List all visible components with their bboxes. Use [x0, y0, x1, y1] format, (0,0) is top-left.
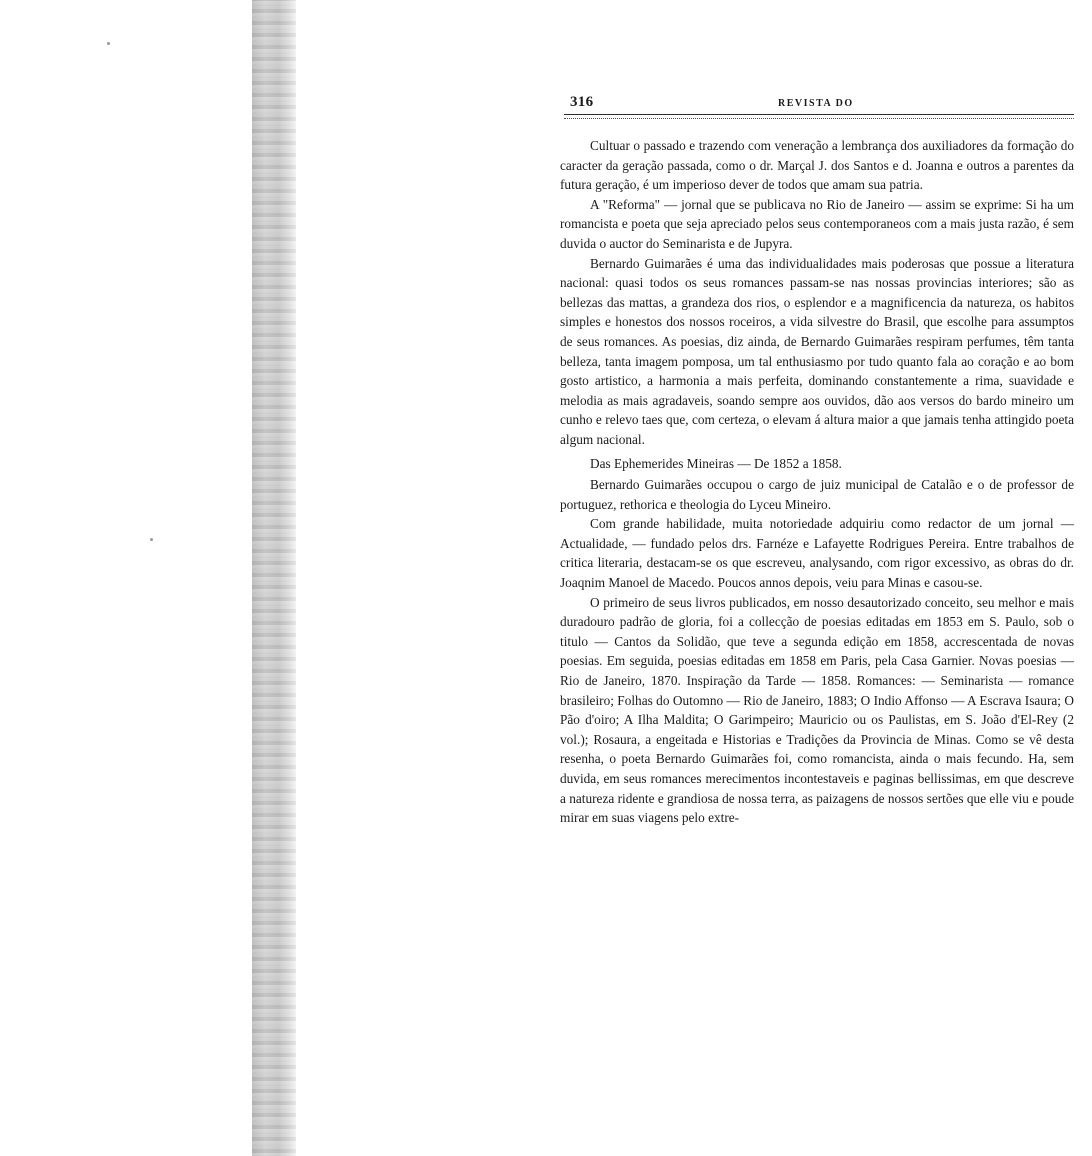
article-body — [560, 136, 1074, 828]
scanned-page-gutter — [252, 0, 296, 1156]
paragraph: A "Reforma" — jornal que se publicava no Rio de Janeiro — assim se exprime: Si ha um romancista e poeta que seja apreciado pelos seus contemporaneos com a mais justa razão, é sem duvida o auctor do Seminarista e de Jupyra. — [560, 196, 1074, 251]
paragraph: O primeiro de seus livros publicados, em nosso desautorizado conceito, seu melhor e mais duradouro padrão de gloria, foi a collecção de poesias editadas em 1853 em S. Paulo, sob o titulo — Cantos da Solidão, que teve a segunda edição em 1858, accrescentada de novas poesias. Em seguida, poesias editadas em 1858 em Paris, pela Casa Garnier. Novas poesias — Rio de Janeiro, 1870. Inspiração da Tarde — 1858. Romances: — Seminarista — romance brasileiro; Folhas do Outomno — Rio de Janeiro, 1883; O Indio Affonso — A Escrava Isaura; O Pão d'oiro; A Ilha Maldita; O Garimpeiro; Mauricio ou os Paulistas, em S. João d'El-Rey (2 vol.); Rosaura, a engeitada e Historias e Tradições da Provincia de Minas. Como se vê desta resenha, o poeta Bernardo Guimarães foi, como romancista, ainda o mais fecundo. Ha, sem duvida, em seus romances merecimentos incontestaveis e paginas bellissimas, em que descreve a natureza ridente e grandiosa de nossa terra, as paizagens de nossos sertões que elle viu e poude mirar em suas viagens pelo extre- — [560, 594, 1074, 826]
paragraph: Bernardo Guimarães occupou o cargo de juiz municipal de Catalão e o de professor de portuguez, rethorica e theologia do Lyceu Mineiro. — [560, 477, 1074, 512]
paragraph: Cultuar o passado e trazendo com veneração a lembrança dos auxiliadores da formação do caracter da geração passada, como o dr. Marçal J. dos Santos e d. Joanna e outros a parentes da futura geração, é um imperioso dever de todos que amam sua patria. — [560, 138, 1074, 193]
header-rule — [564, 114, 1074, 119]
page-header — [558, 90, 1074, 118]
book-page — [558, 90, 1074, 826]
source-citation: Das Ephemerides Mineiras — De 1852 a 1858. — [590, 455, 842, 471]
scan-speck — [107, 42, 110, 45]
scan-speck — [150, 538, 153, 541]
paragraph: Com grande habilidade, muita notoriedade adquiriu como redactor de um jornal — Actualidade, — fundado pelos drs. Farnéze e Lafayette Rodrigues Pereira. Entre trabalhos de critica literaria, destacam-se os que escreveu, analysando, com rigor excessivo, as obras do dr. Joaqnim Manoel de Macedo. Poucos annos depois, veiu para Minas e casou-se. — [560, 516, 1074, 591]
page-number: 316 — [570, 94, 594, 110]
paragraph: Bernardo Guimarães é uma das individualidades mais poderosas que possue a literatura nacional: quasi todos os seus romances passam-se nas nossas provincias interiores; são as bellezas das mattas, a grandeza dos rios, o esplendor e a magnificencia da natureza, os habitos simples e honestos dos nossos roceiros, a vida silvestre do Brasil, que escolhe para assumptos de seus romances. As poesias, diz ainda, de Bernardo Guimarães respiram perfumes, têm tanta belleza, tanta imagem pomposa, um tal enthusiasmo por tudo quanto fala ao coração e ao bom gosto artistico, a harmonia a mais perfeita, dominando constantemente a rima, suavidade e melodia as mais agradaveis, soando sempre aos ouvidos, dão aos versos do bardo mineiro um cunho e relevo taes que, com certeza, o elevam á altura maior a que jamais tenha attingido poeta algum nacional. — [560, 255, 1074, 447]
running-title: REVISTA DO — [778, 98, 854, 109]
